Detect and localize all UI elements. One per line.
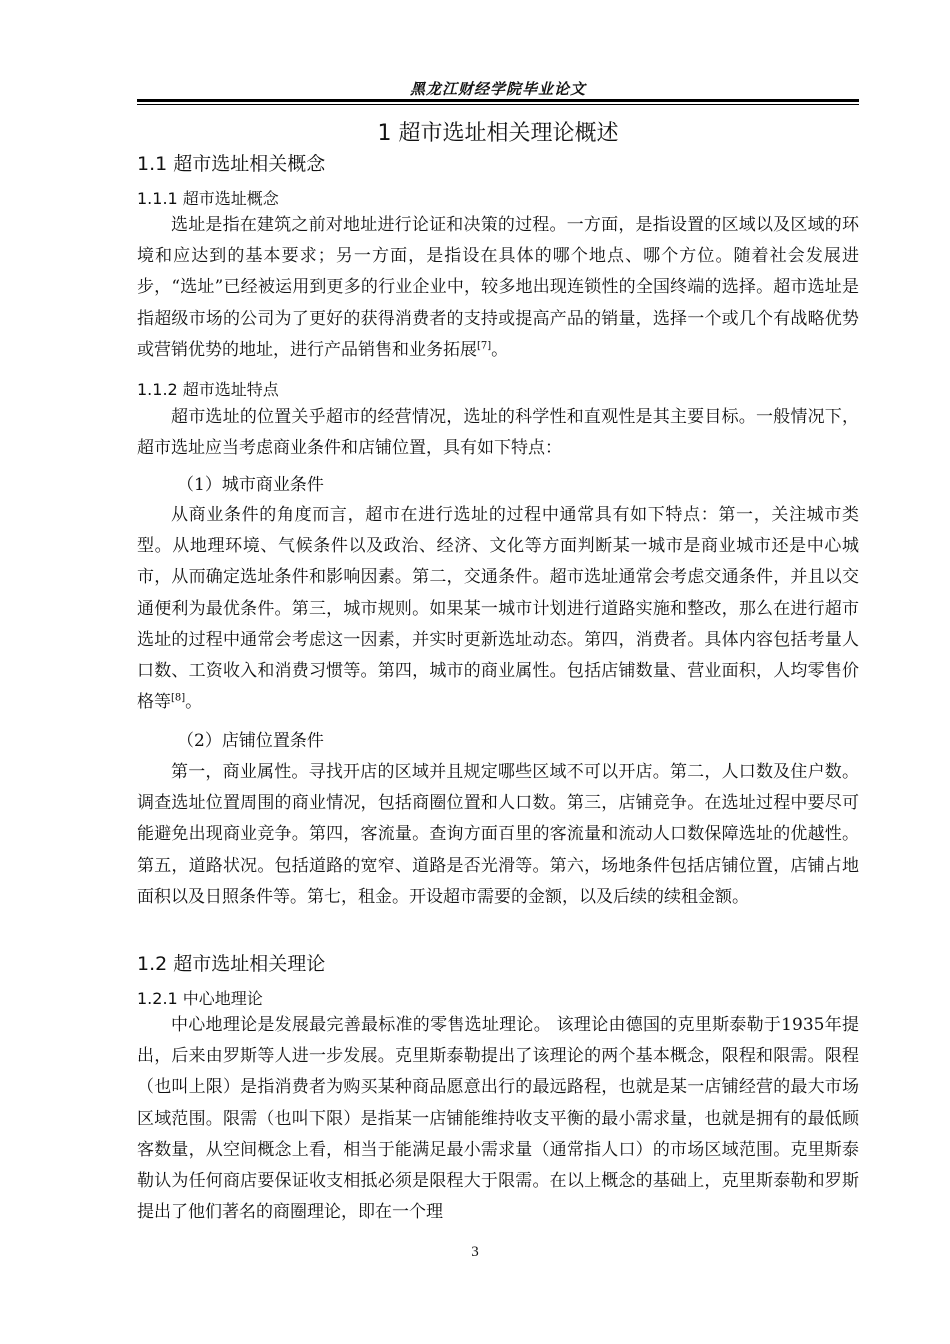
paragraph-end: 。: [491, 339, 509, 360]
subsection-heading-1-1-1: 1.1.1 超市选址概念: [137, 189, 279, 208]
header-rule-thin: [137, 104, 859, 105]
section-heading-1-2: 1.2 超市选址相关理论: [137, 953, 326, 975]
paragraph-site-selection-features: 超市选址的位置关乎超市的经营情况，选址的科学性和直观性是其主要目标。一般情况下，超市选址应当考虑商业条件和店铺位置，具有如下特点：: [137, 407, 859, 459]
paragraph-text: 选址是指在建筑之前对地址进行论证和决策的过程。一方面，是指设置的区域以及区域的环境和应达到的基本要求；另一方面，是指设在具体的哪个地点、哪个方位。随着社会发展进步，“选址”已经被运用到更多的行业企业中，较多地出现连锁性的全国终端的选择。超市选址是指超级市场的公司为了更好的获得消费者的支持或提高产品的销量，选择一个或几个有战略优势或营销优势的地址，进行产品销售和业务拓展: [137, 215, 859, 360]
chapter-title: 1 超市选址相关理论概述: [377, 121, 619, 146]
subsection-heading-1-1-2: 1.1.2 超市选址特点: [137, 380, 279, 399]
section-heading-1-1: 1.1 超市选址相关概念: [137, 153, 326, 175]
paragraph-text: 从商业条件的角度而言，超市在进行选址的过程中通常具有如下特点：第一，关注城市类型。从地理环境、气候条件以及政治、经济、文化等方面判断某一城市是商业城市还是中心城市，从而确定选址条件和影响因素。第二，交通条件。超市选址通常会考虑交通条件，并且以交通便利为最优条件。第三，城市规则。如果某一城市计划进行道路实施和整改，那么在进行超市选址的过程中通常会考虑这一因素，并实时更新选址动态。第四，消费者。具体内容包括考量人口数、工资收入和消费习惯等。第四，城市的商业属性。包括店铺数量、营业面积，人均零售价格等: [137, 505, 859, 713]
header-rule-thick: [137, 99, 859, 102]
paragraph-end: 。: [185, 692, 203, 713]
paragraph-commercial-conditions: [137, 500, 859, 718]
running-header: 黑龙江财经学院毕业论文: [409, 80, 586, 98]
list-item-commercial-conditions: （1）城市商业条件: [177, 475, 324, 495]
list-item-store-location: （2）店铺位置条件: [177, 731, 324, 751]
citation-ref: [7]: [477, 340, 492, 352]
paragraph-central-place-theory: 中心地理论是发展最完善最标准的零售选址理论。 该理论由德国的克里斯泰勒于1935年提出，后来由罗斯等人进一步发展。克里斯泰勒提出了该理论的两个基本概念，限程和限需。限程（也叫上限）是指消费者为购买某种商品愿意出行的最远路程，也就是某一店铺经营的最大市场区域范围。限需（也叫下限）是指某一店铺能维持收支平衡的最小需求量，也就是拥有的最低顾客数量，从空间概念上看，相当于能满足最小需求量（通常指人口）的市场区域范围。克里斯泰勒认为任何商店要保证收支相抵必须是限程大于限需。在以上概念的基础上，克里斯泰勒和罗斯提出了他们著名的商圈理论，即在一个理: [137, 1015, 859, 1223]
subsection-heading-1-2-1: 1.2.1 中心地理论: [137, 989, 263, 1008]
paragraph-store-location: 第一，商业属性。寻找开店的区域并且规定哪些区域不可以开店。第二，人口数及住户数。调查选址位置周围的商业情况，包括商圈位置和人口数。第三，店铺竞争。在选址过程中要尽可能避免出现商业竞争。第四，客流量。查询方面百里的客流量和流动人口数保障选址的优越性。第五，道路状况。包括道路的宽窄、道路是否光滑等。第六，场地条件包括店铺位置，店铺占地面积以及日照条件等。第七，租金。开设超市需要的金额，以及后续的续租金额。: [137, 762, 859, 907]
page-number: 3: [471, 1244, 479, 1260]
paragraph-site-selection-concept: [137, 210, 859, 366]
citation-ref: [8]: [171, 692, 186, 704]
